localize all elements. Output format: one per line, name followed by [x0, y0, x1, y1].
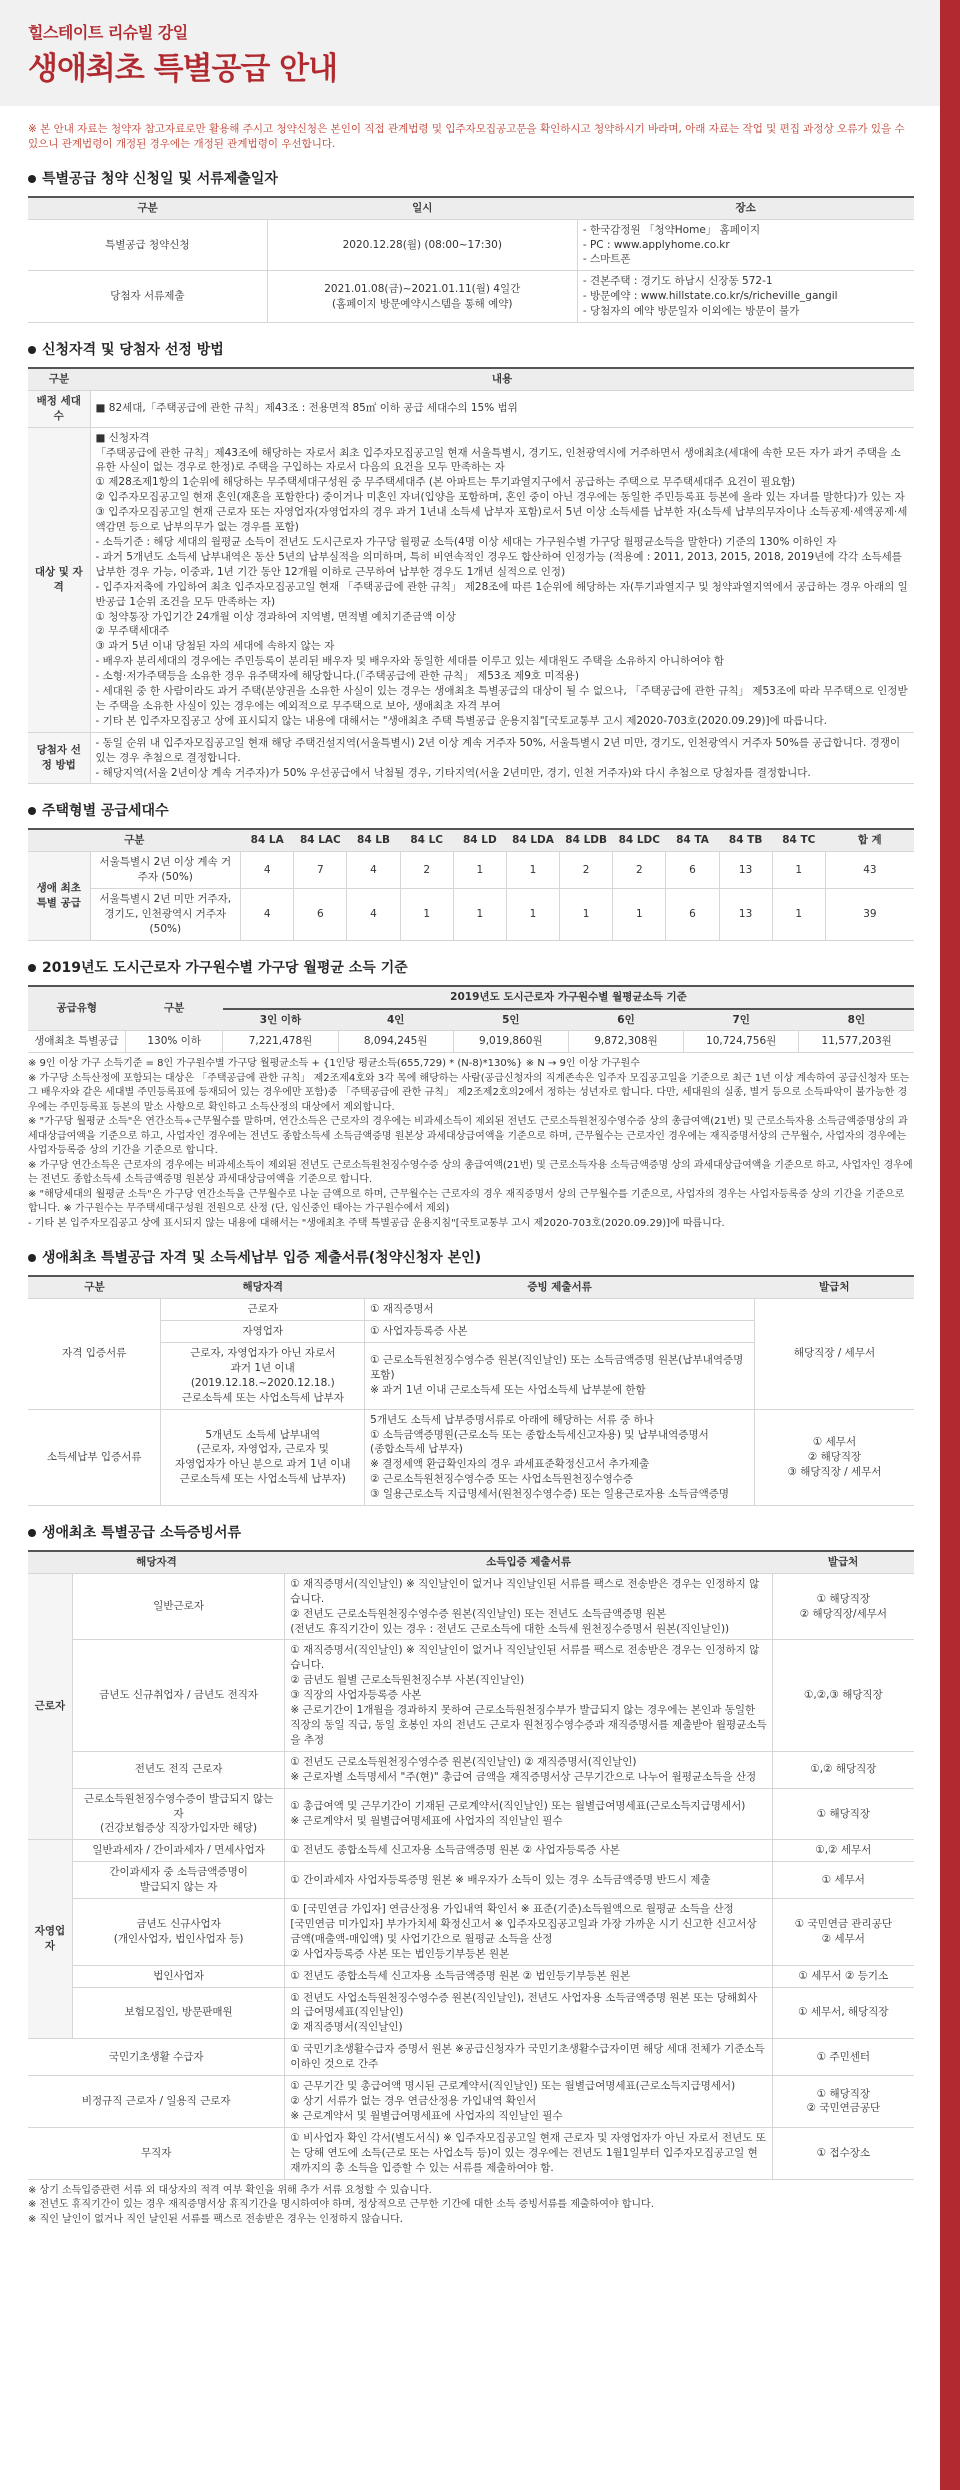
issuer-line: ① 해당직장 — [816, 1807, 871, 1820]
th-household-size: 5인 — [453, 1009, 568, 1031]
section-2-title-text: 신청자격 및 당첨자 선정 방법 — [42, 342, 224, 359]
document-line: ③ 일용근로소득 지급명세서(원천징수영수증) 또는 일용근로자용 소득금액증명 — [370, 1488, 730, 1501]
unit-count: 1 — [453, 852, 506, 889]
place-line: - 한국감정원 「청약Home」 홈페이지 — [582, 223, 761, 236]
footnote: ※ 직인 날인이 없거나 직인 날인된 서류를 팩스로 전송받은 경우는 인정하지 않습니다. — [28, 2213, 403, 2225]
document-line: ① 재직증명서(직인날인) ※ 직인날인이 없거나 직인날인된 서류를 팩스로 전송받은 경우는 인정하지 않습니다. — [290, 1577, 760, 1605]
qualification-line: 국민기초생활 수급자 — [108, 2050, 204, 2063]
document-line: 5개년도 소득세 납부증명서류로 아래에 해당하는 서류 중 하나 — [370, 1413, 654, 1426]
eligibility-line: - 입주자저축에 가입하여 최초 입주자모집공고일 현재 「주택공급에 관한 규칙」 제28조에 따른 1순위에 해당하는 자(투기과열지구 및 청약과열지역에서 공급하는 경우 아래의 일반공급 1순위 조건을 모두 만족하는 자) — [95, 580, 908, 608]
bullet-icon — [28, 1529, 36, 1537]
eligibility-line: - 배우자 분리세대의 경우에는 주민등록이 분리된 배우자 및 배우자와 동일한 세대를 이루고 있는 세대원도 주택을 소유하지 아니하여야 함 — [95, 655, 725, 668]
th-documents: 소득입증 제출서류 — [285, 1551, 772, 1573]
income-note: ※ "가구당 월평균 소득"은 연간소득÷근무월수를 말하며, 연간소득은 근로자의 경우에는 비과세소득이 제외된 전년도 근로소득원천징수영수증 상의 총급여액(21번) 및 근로소득자용 소득금액증명상의 과세대상급여액을 기준으로 하고, 사업자인 경우에는 전년도 종합소득세 소득금액증명 원본상 과세대상급여액을 기준으로 하며, 근무월수는 근로자인 경우에는 재직증명서상의 근무월수, 사업자의 경우에는 사업자등록증 상의 기간을 기준으로 합니다. — [28, 1116, 908, 1157]
schedule-table — [28, 196, 914, 323]
eligibility-line: ① 제28조제1항의 1순위에 해당하는 무주택세대구성원 중 무주택세대주 (본 아파트는 투기과열지구에서 공급하는 주택으로 무주택세대주 요건이 필요함) — [95, 476, 796, 489]
income-note: ※ 가구당 연간소득은 근로자의 경우에는 비과세소득이 제외된 전년도 근로소득원천징수영수증 상의 총급여액(21번) 및 근로소득자용 소득금액증명 상의 과세대상급여액을 기준으로 하고, 사업자인 경우에는 전년도 종합소득세 소득금액증명 원본상 과세대상급여액을 기준으로 합니다. — [28, 1159, 913, 1186]
bullet-icon — [28, 964, 36, 972]
qualification-line: 근로소득원천징수영수증이 발급되지 않는 자 — [83, 1792, 274, 1820]
th-issuer: 발급처 — [755, 1276, 915, 1298]
schedule-label: 당첨자 서류제출 — [28, 271, 267, 323]
bullet-icon — [28, 175, 36, 183]
document-line: ① 전년도 종합소득세 신고자용 소득금액증명 원본 ② 사업자등록증 사본 — [290, 1844, 620, 1857]
place-line: - PC : www.applyhome.co.kr — [582, 238, 730, 251]
unit-count: 1 — [506, 852, 559, 889]
qualification-line: 5개년도 소득세 납부내역 — [205, 1428, 321, 1441]
unit-count: 6 — [666, 889, 719, 941]
document-line: ① 근로소득원천징수영수증 원본(직인날인) 또는 소득금액증명 원본(납부내역증명 포함) — [370, 1354, 744, 1382]
issuer-line: ① 접수장소 — [816, 2146, 871, 2159]
qualification-line: 근로소득세 또는 사업소득세 납부자 — [181, 1391, 344, 1404]
document-line: ※ 근로자별 소득명세서 "주(현)" 총급여 금액을 재직증명서상 근무기간으로 나누어 월평균소득을 산정 — [290, 1770, 757, 1783]
place-line: - 당첨자의 예약 방문일자 이외에는 방문이 불가 — [582, 305, 800, 318]
issuer-line: ② 해당직장/세무서 — [799, 1607, 888, 1620]
documents-cell — [365, 1342, 755, 1409]
unit-count: 2 — [400, 852, 453, 889]
section-3-title-text: 주택형별 공급세대수 — [42, 803, 169, 820]
income-value: 7,221,478원 — [223, 1031, 338, 1053]
eligibility-line: - 과거 5개년도 소득세 납부내역은 동산 5년의 납부실적을 의미하며, 특히 비연속적인 경우도 합산하여 인정가능 (적용예 : 2011, 2013, 2015, 2018, 2019년에 각각 소득세를 납부한 경우 가능, 이중과, 1년 기간 동안 12개월 이하로 근무하여 납부한 경우도 1개년 실적으로 인정) — [95, 550, 902, 578]
issuer-cell — [772, 1899, 914, 1966]
issuer-line: ③ 해당직장 / 세무서 — [787, 1465, 882, 1478]
income-doc-row — [28, 1573, 914, 1640]
th-unit-type: 84 LAC — [294, 829, 347, 851]
qualification-line: 발급되지 않는 자 — [139, 1881, 218, 1894]
eligibility-line: ③ 입주자모집공고일 현재 근로자 또는 자영업자(자영업자의 경우 과거 1년내 소득세 납부자 포함)로서 5년 이상 소득세를 납부한 자(소득세 납부의무자이나 소득공제·세액공제·세액감면 등으로 납부의무가 없는 경우를 포함) — [95, 506, 908, 534]
eligibility-table — [28, 367, 914, 785]
qualification-line: 보험모집인, 방문판매원 — [124, 2006, 233, 2019]
documents-cell — [285, 2039, 772, 2076]
document-line: ② 금년도 월별 근로소득원천징수부 사본(직인날인) — [290, 1674, 525, 1687]
unit-count: 4 — [347, 889, 400, 941]
income-docs-table — [28, 1550, 914, 2180]
document-line: ※ 근로기간이 1개월을 경과하지 못하여 근로소득원천징수부가 발급되지 않는 경우에는 본인과 동일한 직장의 동일 직급, 동일 호봉인 자의 전년도 근로자 원천징수영수증과 재직증명서를 제출받아 월평균소득을 추정 — [290, 1704, 767, 1746]
income-doc-row — [28, 1840, 914, 1862]
document-line: ② 사업자등록증 사본 또는 법인등기부등본 원본 — [290, 1947, 510, 1960]
unit-count: 13 — [719, 889, 772, 941]
qualification-cell — [161, 1342, 365, 1409]
section-4-title-text: 2019년도 도시근로자 가구원수별 가구당 월평균 소득 기준 — [42, 959, 408, 976]
qualification-line: 비정규직 근로자 / 일용직 근로자 — [81, 2095, 231, 2107]
income-doc-row — [28, 2127, 914, 2179]
qualification-line: 전년도 전직 근로자 — [134, 1763, 223, 1776]
allocation-label: 배정 세대수 — [28, 390, 90, 427]
issuer-cell — [772, 1965, 914, 1987]
schedule-datetime — [267, 271, 577, 323]
document-line: ※ 근로계약서 및 월별급여명세표에 사업자의 직인날인 필수 — [290, 2109, 563, 2122]
document-line: ① 소득금액증명원(근로소득 또는 종합소득세신고자용) 및 납부내역증명서 — [370, 1428, 709, 1441]
place-line: - 스마트폰 — [582, 253, 631, 266]
documents-cell — [285, 2076, 772, 2128]
qualification-cell — [72, 1640, 285, 1751]
document-line: ① 근무기간 및 총급여액 명시된 근로계약서(직인날인) 또는 월별급여명세표(근로소득지급명세서) — [290, 2080, 736, 2093]
income-doc-group: 자영업자 — [28, 1840, 72, 2039]
th-unit-type: 84 LDA — [506, 829, 559, 851]
th-household-size: 6인 — [568, 1009, 683, 1031]
datetime-line: 2020.12.28(월) (08:00~17:30) — [342, 238, 502, 251]
qualification-cell — [72, 1965, 285, 1987]
th-unit-type: 84 LC — [400, 829, 453, 851]
th-supply-type: 공급유형 — [28, 986, 125, 1031]
th-unit-type: 84 TC — [772, 829, 825, 851]
section-3-title — [28, 802, 914, 822]
doc-row — [28, 1409, 914, 1505]
unit-table — [28, 828, 914, 940]
document-line: [국민연금 미가입자] 부가가치세 확정신고서 ※ 입주자모집공고일과 가장 가까운 시기 신고한 신고서상 금액(매출액-매입액) 및 사업기간으로 월평균 소득을 산정 — [290, 1917, 757, 1945]
th-category: 구분 — [28, 829, 241, 851]
th-total: 합 계 — [825, 829, 914, 851]
issuer-line: ① 해당직장 — [816, 2087, 871, 2100]
document-line: ② 근로소득원천징수영수증 또는 사업소득원천징수영수증 — [370, 1473, 634, 1486]
qualification-cell — [72, 1862, 285, 1899]
datetime-line: (홈페이지 방문예약시스템을 통해 예약) — [332, 297, 513, 310]
unit-count: 1 — [453, 889, 506, 941]
unit-count: 1 — [560, 889, 613, 941]
page-title: 생애최초 특별공급 안내 — [28, 50, 338, 87]
qualification-cell — [161, 1321, 365, 1343]
issuer-cell — [772, 1788, 914, 1840]
doc-row — [28, 1299, 914, 1321]
eligibility-line: - 소형·저가주택등을 소유한 경우 유주택자에 해당합니다.(「주택공급에 관한 규칙」 제53조 제9호 미적용) — [95, 670, 579, 683]
unit-row — [28, 852, 914, 889]
documents-cell — [285, 1862, 772, 1899]
documents-cell — [365, 1321, 755, 1343]
income-notes — [28, 1057, 914, 1231]
eligibility-label: 대상 및 자격 — [28, 427, 90, 732]
issuer-cell — [755, 1409, 915, 1505]
income-doc-row — [28, 1862, 914, 1899]
documents-cell — [365, 1299, 755, 1321]
th-unit-type: 84 LDB — [560, 829, 613, 851]
documents-cell — [285, 1840, 772, 1862]
th-unit-type: 84 TB — [719, 829, 772, 851]
schedule-row — [28, 219, 914, 271]
unit-count: 1 — [506, 889, 559, 941]
eligibility-content — [90, 427, 914, 732]
income-table — [28, 985, 914, 1054]
section-6-title — [28, 1524, 914, 1544]
income-doc-group: 근로자 — [28, 1573, 72, 1840]
issuer-line: ①,② 세무서 — [815, 1844, 872, 1857]
th-household-size: 7인 — [684, 1009, 799, 1031]
unit-count: 2 — [613, 852, 666, 889]
income-value: 8,094,245원 — [338, 1031, 453, 1053]
documents-cell — [285, 1987, 772, 2039]
qualification-cell — [72, 1840, 285, 1862]
document-line: ① 간이과세자 사업자등록증명 원본 ※ 배우자가 소득이 있는 경우 소득금액증명 반드시 제출 — [290, 1873, 711, 1886]
unit-count: 6 — [666, 852, 719, 889]
income-doc-row — [28, 2076, 914, 2128]
qualification-cell — [28, 2127, 285, 2179]
qualification-line: 일반근로자 — [153, 1600, 204, 1613]
document-line: ① 전년도 종합소득세 신고자용 소득금액증명 원본 ② 법인등기부등본 원본 — [290, 1969, 631, 1982]
unit-row-label: 서울특별시 2년 미만 거주자, 경기도, 인천광역시 거주자 (50%) — [90, 889, 241, 941]
th-unit-type: 84 LD — [453, 829, 506, 851]
th-category: 구분 — [28, 197, 267, 219]
unit-count: 1 — [400, 889, 453, 941]
issuer-line: ① 해당직장 — [816, 1592, 871, 1605]
unit-total: 43 — [825, 852, 914, 889]
th-qualification: 해당자격 — [161, 1276, 365, 1298]
documents-cell — [285, 1573, 772, 1640]
issuer-line: ①,② 해당직장 — [810, 1763, 877, 1776]
issuer-line: ① 주민센터 — [816, 2050, 871, 2063]
th-unit-type: 84 TA — [666, 829, 719, 851]
group-label: 생애 최초 특별 공급 — [28, 852, 90, 941]
section-4-title — [28, 959, 914, 979]
qualification-line: 일반과세자 / 간이과세자 / 면세사업자 — [92, 1844, 265, 1857]
issuer-cell — [772, 1840, 914, 1862]
document-line: ※ 과거 1년 이내 근로소득세 또는 사업소득세 납부분에 한함 — [370, 1384, 646, 1397]
th-unit-type: 84 LA — [241, 829, 294, 851]
documents-cell — [285, 1899, 772, 1966]
qualification-line: 근로자, 자영업자가 아닌 자로서 — [190, 1346, 336, 1359]
income-value: 9,872,308원 — [568, 1031, 683, 1053]
allocation-text: ■ 82세대,「주택공급에 관한 규칙」제43조 : 전용면적 85㎡ 이하 공급 세대수의 15% 범위 — [90, 390, 914, 427]
document-line: ※ 근로계약서 및 월별급여명세표에 사업자의 직인날인 필수 — [290, 1814, 563, 1827]
income-doc-row — [28, 1965, 914, 1987]
unit-count: 2 — [560, 852, 613, 889]
document-line: (전년도 휴직기간이 있는 경우 : 전년도 근로소득에 대한 소득세 원천징수증명서 원본(직인날인)) — [290, 1622, 730, 1635]
section-2-title — [28, 341, 914, 361]
th-household-size: 4인 — [338, 1009, 453, 1031]
qualification-cell — [161, 1409, 365, 1505]
issuer-cell — [772, 2127, 914, 2179]
doc-group-label: 소득세납부 입증서류 — [28, 1409, 161, 1505]
qualification-cell — [72, 1788, 285, 1840]
th-household-size: 8인 — [799, 1009, 914, 1031]
qualification-docs-table — [28, 1275, 914, 1506]
qualification-cell — [72, 1573, 285, 1640]
th-category: 구분 — [28, 368, 90, 390]
unit-count: 7 — [294, 852, 347, 889]
issuer-line: ① 세무서, 해당직장 — [798, 2006, 889, 2019]
selection-content — [90, 732, 914, 784]
th-issuer: 발급처 — [772, 1551, 914, 1573]
documents-cell — [285, 1788, 772, 1840]
bullet-icon — [28, 1254, 36, 1262]
section-5-title — [28, 1249, 914, 1269]
section-1-title-text: 특별공급 청약 신청일 및 서류제출일자 — [42, 170, 278, 187]
right-accent-bar — [940, 0, 960, 2490]
schedule-place — [577, 271, 914, 323]
unit-count: 13 — [719, 852, 772, 889]
document-line: (종합소득세 납부자) — [370, 1443, 463, 1456]
eligibility-line: - 세대원 중 한 사람이라도 과거 주택(분양권을 소유한 사실이 있는 경우는 생애최초 특별공급의 대상이 될 수 없으나, 「주택공급에 관한 규칙」 제53조에 따라 무주택으로 인정받는 주택을 소유한 사실이 있는 경우에는 예외적으로 무주택으로 보아, 생애최초 자격 부여 — [95, 685, 908, 712]
eligibility-line: ① 청약통장 가입기간 24개월 이상 경과하여 지역별, 면적별 예치기준금액 이상 — [95, 610, 456, 623]
unit-row-label: 서울특별시 2년 이상 계속 거주자 (50%) — [90, 852, 241, 889]
unit-count: 1 — [772, 889, 825, 941]
unit-count: 4 — [347, 852, 400, 889]
document-line: ① 비사업자 확인 각서(별도서식) ※ 입주자모집공고일 현재 근로자 및 자영업자가 아닌 자로서 전년도 또는 당해 연도에 소득(근로 또는 사업소득 등)이 있는 경우에는 전년도 1월1일부터 입주자모집공고일 현재까지의 총 소득을 입증할 수 있는 서류를 제출하여야 함. — [290, 2131, 766, 2174]
issuer-line: ① 세무서 ② 등기소 — [798, 1969, 889, 1982]
place-line: - 견본주택 : 경기도 하남시 신장동 572-1 — [582, 275, 773, 288]
document-line: ① 재직증명서(직인날인) ※ 직인날인이 없거나 직인날인된 서류를 팩스로 전송받은 경우는 인정하지 않습니다. — [290, 1644, 760, 1672]
qualification-cell — [28, 2039, 285, 2076]
footnotes — [28, 2184, 914, 2228]
schedule-row — [28, 271, 914, 323]
eligibility-line: ■ 신청자격 — [95, 431, 150, 444]
income-doc-row — [28, 1640, 914, 1751]
issuer-cell — [772, 1862, 914, 1899]
income-note: ※ "해당세대의 월평균 소득"은 가구당 연간소득을 근무월수로 나눈 금액으로 하며, 근무월수는 근로자의 경우 재직증명서 상의 근무월수를 기준으로, 사업자의 경우는 사업자등록증 상의 기간을 기준으로 합니다. ※ 가구원수는 무주택세대구성원 전원으로 산정 (단, 임신중인 태아는 가구원수에서 제외) — [28, 1188, 905, 1215]
issuer-cell — [772, 2039, 914, 2076]
issuer-line: ① 세무서 — [821, 1873, 865, 1886]
selection-line: - 해당지역(서울 2년이상 계속 거주자)가 50% 우선공급에서 낙첨될 경우, 기타지역(서울 2년미만, 경기, 인천 거주자)와 다시 추첨으로 당첨자를 결정합니다. — [95, 766, 811, 779]
footnote: ※ 상기 소득입증관련 서류 외 대상자의 적격 여부 확인을 위해 추가 서류 요청할 수 있습니다. — [28, 2184, 432, 2196]
notice-text: ※ 본 안내 자료는 청약자 참고자료로만 활용해 주시고 청약신청은 본인이 직접 관계법령 및 입주자모집공고문을 확인하시고 청약하시기 바라며, 아래 자료는 작업 및 편집 과정상 오류가 있을 수 있으니 관계법령이 개정된 경우에는 개정된 관계법령이 우선합니다. — [28, 123, 905, 150]
qualification-cell — [72, 1987, 285, 2039]
income-doc-row — [28, 2039, 914, 2076]
documents-cell — [285, 1751, 772, 1788]
th-documents: 증빙 제출서류 — [365, 1276, 755, 1298]
unit-count: 1 — [613, 889, 666, 941]
selection-label: 당첨자 선정 방법 — [28, 732, 90, 784]
income-doc-row — [28, 1987, 914, 2039]
documents-cell — [285, 1965, 772, 1987]
documents-cell — [285, 1640, 772, 1751]
issuer-cell — [772, 2076, 914, 2128]
qualification-cell — [72, 1899, 285, 1966]
schedule-datetime — [267, 219, 577, 271]
issuer-line: ① 세무서 — [812, 1435, 857, 1448]
income-type: 생애최초 특별공급 — [28, 1031, 125, 1053]
income-doc-row — [28, 1788, 914, 1840]
qualification-line: 금년도 신규사업자 — [136, 1917, 221, 1930]
qualification-line: 근로자 — [247, 1303, 278, 1316]
bullet-icon — [28, 807, 36, 815]
income-value: 10,724,756원 — [684, 1031, 799, 1053]
brand-name: 힐스테이트 리슈빌 강일 — [28, 23, 188, 42]
section-1-title — [28, 170, 914, 190]
documents-cell — [285, 2127, 772, 2179]
income-doc-row — [28, 1899, 914, 1966]
bullet-icon — [28, 346, 36, 354]
th-unit-type: 84 LDC — [613, 829, 666, 851]
qualification-line: 법인사업자 — [153, 1969, 204, 1982]
income-doc-row — [28, 1751, 914, 1788]
issuer-line: ①,②,③ 해당직장 — [803, 1689, 883, 1702]
income-note: ※ 가구당 소득산정에 포함되는 대상은 「주택공급에 관한 규칙」 제2조제4호와 3각 목에 해당하는 사람(공급신청자의 직계존속은 입주자 모집공고일을 기준으로 최근 1년 이상 계속하여 공급신청자 또는 그 배우자와 같은 세대별 주민등록표에 등재되어 있는 경우에만 포함)중 「주택공급에 관한 규칙」 제2조제2호의2에서 정하는 성년자로 합니다. 다만, 세대원의 실종, 별거 등으로 소득파악이 불가능한 경우에는 주민등록표 등본의 말소 사항으로 확인하고 소득산정의 대상에서 제외합니다. — [28, 1072, 910, 1113]
issuer-line: ② 국민연금공단 — [806, 2102, 881, 2115]
issuer-line: ① 국민연금 관리공단 — [794, 1917, 892, 1930]
schedule-label: 특별공급 청약신청 — [28, 219, 267, 271]
th-qualification: 해당자격 — [28, 1551, 285, 1573]
issuer-cell — [772, 1640, 914, 1751]
qualification-line: 과거 1년 이내 — [230, 1361, 295, 1374]
qualification-line: 무직자 — [140, 2146, 172, 2159]
eligibility-line: ③ 과거 5년 이내 당첨된 자의 세대에 속하지 않는 자 — [95, 640, 335, 653]
eligibility-line: ② 무주택세대주 — [95, 625, 170, 638]
income-note: ※ 9인 이상 가구 소득기준 = 8인 가구원수별 가구당 월평균소득 + {1인당 평균소득(655,729) * (N-8)*130%} ※ N → 9인 이상 가구원수 — [28, 1058, 640, 1070]
unit-total: 39 — [825, 889, 914, 941]
qualification-line: (근로자, 자영업자, 근로자 및 — [196, 1443, 329, 1456]
income-note: - 기타 본 입주자모집공고 상에 표시되지 않는 내용에 대해서는 "생애최초 주택 특별공급 운용지침"[국토교통부 고시 제2020-703호(2020.09.29)]에 따릅니다. — [28, 1217, 725, 1229]
qualification-line: 근로소득세 또는 사업소득세 납부자) — [179, 1473, 346, 1486]
income-value: 11,577,203원 — [799, 1031, 914, 1053]
unit-count: 1 — [772, 852, 825, 889]
issuer-line: ② 해당직장 — [807, 1450, 862, 1463]
eligibility-line: - 기타 본 입주자모집공고 상에 표시되지 않는 내용에 대해서는 "생애최초 주택 특별공급 운용지침"[국토교통부 고시 제2020-703호(2020.09.29)]에 따릅니다. — [95, 714, 827, 727]
section-6-title-text: 생애최초 특별공급 소득증빙서류 — [42, 1525, 242, 1542]
issuer-cell — [772, 1987, 914, 2039]
document-line: ① 재직증명서 — [370, 1303, 434, 1316]
issuer-cell — [772, 1573, 914, 1640]
document-line: ② 상기 서류가 없는 경우 연금산정용 가입내역 확인서 — [290, 2095, 537, 2107]
qualification-line: 자영업자가 아닌 분으로 과거 1년 이내 — [175, 1458, 351, 1471]
th-datetime: 일시 — [267, 197, 577, 219]
document-line: ① 총급여액 및 근무기간이 기재된 근로계약서(직인날인) 또는 월별급여명세표(근로소득지급명세서) — [290, 1800, 746, 1813]
documents-cell — [365, 1409, 755, 1505]
th-income-span: 2019년도 도시근로자 가구원수별 월평균소득 기준 — [223, 986, 914, 1009]
unit-count: 4 — [241, 852, 294, 889]
qualification-cell — [161, 1299, 365, 1321]
schedule-place — [577, 219, 914, 271]
qualification-line: (건강보험증상 직장가입자만 해당) — [100, 1822, 258, 1835]
eligibility-line: ② 입주자모집공고일 현재 혼인(재혼을 포함한다) 중이거나 미혼인 자녀(입양을 포함하며, 혼인 중이 아닌 경우에는 동일한 주민등록표 등본에 올라 있는 자녀를 말한다)가 있는 자 — [95, 491, 905, 504]
th-category: 구분 — [28, 1276, 161, 1298]
th-place: 장소 — [577, 197, 914, 219]
document-line: ① 전년도 근로소득원천징수영수증 원본(직인날인) ② 재직증명서(직인날인) — [290, 1755, 637, 1768]
document-line: ① 사업자등록증 사본 — [370, 1325, 468, 1338]
unit-count: 4 — [241, 889, 294, 941]
section-5-title-text: 생애최초 특별공급 자격 및 소득세납부 입증 제출서류(청약신청자 본인) — [42, 1250, 482, 1267]
document-line: ① 전년도 사업소득원천징수영수증 원본(직인날인), 전년도 사업자용 소득금액증명 원본 또는 당해회사의 급여명세표(직인날인) — [290, 1991, 758, 2019]
footnote: ※ 전년도 휴직기간이 있는 경우 재직증명서상 휴직기간을 명시하여야 하며, 정상적으로 근무한 기간에 대한 소득 증빙서류를 제출하여야 합니다. — [28, 2199, 654, 2211]
qualification-line: (개인사업자, 법인사업자 등) — [113, 1932, 244, 1945]
document-line: ※ 결정세액 환급확인자의 경우 과세표준확정신고서 추가제출 — [370, 1458, 650, 1471]
doc-group-label: 자격 입증서류 — [28, 1299, 161, 1409]
selection-line: - 동일 순위 내 입주자모집공고일 현재 해당 주택건설지역(서울특별시) 2년 이상 계속 거주자 50%, 서울특별시 2년 미만, 경기도, 인천광역시 거주자 50%를 공급합니다. 경쟁이 있는 경우 추첨으로 결정합니다. — [95, 736, 901, 764]
eligibility-line: - 소득기준 : 해당 세대의 월평균 소득이 전년도 도시근로자 가구당 월평균 소득(4명 이상 세대는 가구원수별 가구당 월평균소득을 말한다) 기준의 130% 이하인 자 — [95, 535, 837, 548]
th-division: 구분 — [125, 986, 222, 1031]
issuer-cell — [772, 1751, 914, 1788]
qualification-line: (2019.12.18.~2020.12.18.) — [190, 1376, 335, 1389]
unit-row — [28, 889, 914, 941]
qualification-line: 자영업자 — [242, 1325, 284, 1338]
unit-count: 6 — [294, 889, 347, 941]
qualification-line: 간이과세자 중 소득금액증명이 — [109, 1866, 248, 1879]
income-value: 9,019,860원 — [453, 1031, 568, 1053]
qualification-line: 금년도 신규취업자 / 금년도 전직자 — [99, 1689, 259, 1702]
qualification-cell — [28, 2076, 285, 2128]
eligibility-line: 「주택공급에 관한 규칙」제43조에 해당하는 자로서 최초 입주자모집공고일 현재 서울특별시, 경기도, 인천광역시에 거주하면서 생애최초(세대에 속한 모든 자가 과거 주택을 소유한 사실이 없는 경우로 한정)로 주택을 구입하는 자로서 다음의 요건을 모두 만족하는 자 — [95, 446, 901, 474]
income-pct: 130% 이하 — [125, 1031, 222, 1053]
place-line: - 방문예약 : www.hillstate.co.kr/s/richeville_gangil — [582, 290, 838, 303]
document-line: ① [국민연금 가입자] 연금산정용 가입내역 확인서 ※ 표준(기준)소득월액으로 월평균 소득을 산정 — [290, 1903, 734, 1916]
document-line: ③ 직장의 사업자등록증 사본 — [290, 1689, 422, 1702]
datetime-line: 2021.01.08(금)~2021.01.11(월) 4일간 — [324, 282, 521, 295]
document-line: ① 국민기초생활수급자 증명서 원본 ※공급신청자가 국민기초생활수급자이면 해당 세대 전체가 기준소득 이하인 것으로 간주 — [290, 2043, 765, 2071]
issuer-line: ② 세무서 — [821, 1932, 865, 1945]
document-line: ② 전년도 근로소득원천징수영수증 원본(직인날인) 또는 전년도 소득금액증명 원본 — [290, 1607, 667, 1620]
document-line: ② 재직증명서(직인날인) — [290, 2021, 403, 2034]
th-content: 내용 — [90, 368, 914, 390]
page-header — [0, 0, 940, 106]
issuer-line: 해당직장 / 세무서 — [793, 1347, 876, 1360]
qualification-cell — [72, 1751, 285, 1788]
th-unit-type: 84 LB — [347, 829, 400, 851]
issuer-cell — [755, 1299, 915, 1409]
th-household-size: 3인 이하 — [223, 1009, 338, 1031]
